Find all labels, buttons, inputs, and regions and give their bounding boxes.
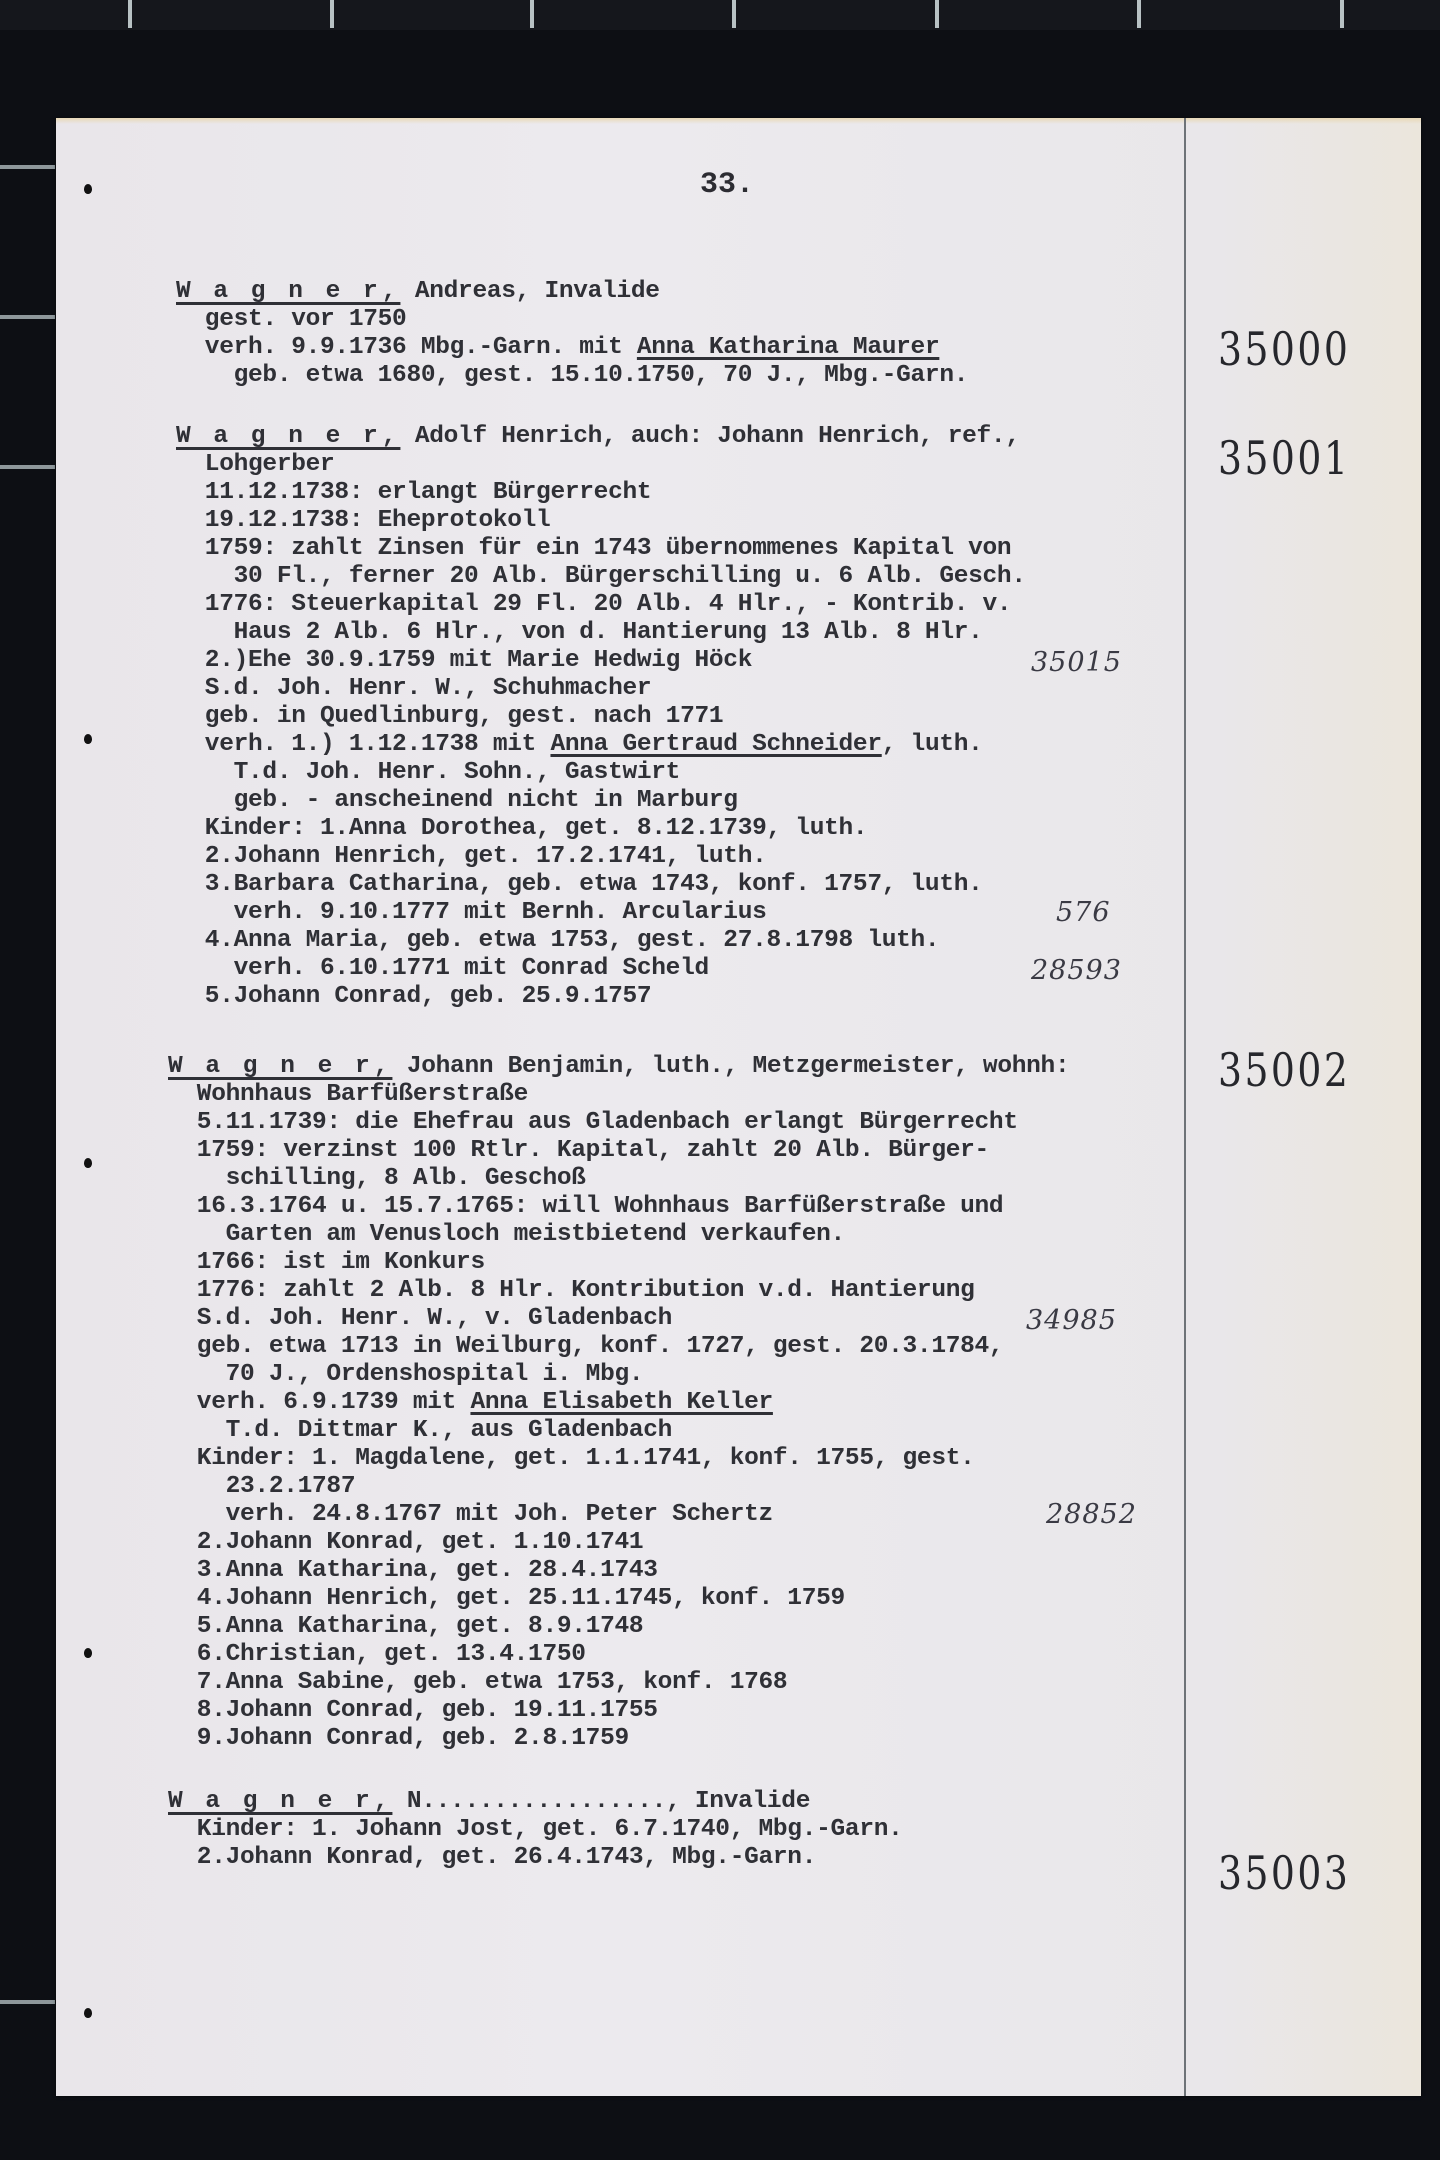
ruler-tick (330, 0, 334, 28)
entry-line: 2.)Ehe 30.9.1759 mit Marie Hedwig Höck (176, 647, 753, 674)
reference-number: 35000 (1218, 322, 1351, 376)
entry-line: geb. in Quedlinburg, gest. nach 1771 (176, 703, 724, 730)
entry-line: verh. 24.8.1767 mit Joh. Peter Schertz (168, 1501, 773, 1528)
entry-line: Lohgerber (176, 451, 335, 478)
punch-hole-icon (84, 734, 92, 744)
entry-line: 23.2.1787 (168, 1473, 356, 1500)
entry-line: 2.Johann Konrad, get. 1.10.1741 (168, 1529, 644, 1556)
page-number: 33. (700, 168, 755, 202)
entry-line: 7.Anna Sabine, geb. etwa 1753, konf. 1768 (168, 1669, 788, 1696)
entry-line: 9.Johann Conrad, geb. 2.8.1759 (168, 1725, 629, 1752)
ruler-tick (128, 0, 132, 28)
spouse-name: Anna Gertraud Schneider (550, 731, 882, 758)
handwritten-note: 28852 (1046, 1499, 1137, 1530)
reference-number: 35001 (1218, 431, 1351, 485)
entry-line: 1776: Steuerkapital 29 Fl. 20 Alb. 4 Hlr., - Kontrib. v. (176, 591, 1012, 618)
surname: W a g n e r, (176, 278, 401, 305)
surname: W a g n e r, (176, 423, 401, 450)
entry-line: Wohnhaus Barfüßerstraße (168, 1081, 529, 1108)
document-page (56, 118, 1421, 2096)
spouse-name: Anna Katharina Maurer (636, 334, 940, 361)
entry-heading: W a g n e r, Johann Benjamin, luth., Metzgermeister, wohnh: (168, 1053, 1070, 1080)
entry-line: Haus 2 Alb. 6 Hlr., von d. Hantierung 13 Alb. 8 Hlr. (176, 619, 983, 646)
entry-line: T.d. Joh. Henr. Sohn., Gastwirt (176, 759, 681, 786)
punch-hole-icon (84, 1158, 92, 1168)
ruler-tick (1340, 0, 1344, 28)
handwritten-note: 576 (1056, 897, 1111, 928)
entry-line: gest. vor 1750 (176, 306, 407, 333)
entry-line: 11.12.1738: erlangt Bürgerrecht (176, 479, 652, 506)
entry-line: 8.Johann Conrad, geb. 19.11.1755 (168, 1697, 658, 1724)
side-ruler-tick (0, 465, 55, 469)
entry-line: T.d. Dittmar K., aus Gladenbach (168, 1417, 673, 1444)
entry-line: verh. 1.) 1.12.1738 mit Anna Gertraud Schneider, luth. (176, 731, 983, 758)
entry-line: 1759: verzinst 100 Rtlr. Kapital, zahlt 20 Alb. Bürger- (168, 1137, 989, 1164)
entry-line: 4.Johann Henrich, get. 25.11.1745, konf. 1759 (168, 1585, 845, 1612)
paper-edge (56, 118, 1421, 124)
entry-line: 16.3.1764 u. 15.7.1765: will Wohnhaus Barfüßerstraße und (168, 1193, 1004, 1220)
entry-line: 5.Johann Conrad, geb. 25.9.1757 (176, 983, 652, 1010)
surname: W a g n e r, (168, 1053, 393, 1080)
entry-line: S.d. Joh. Henr. W., Schuhmacher (176, 675, 652, 702)
entry-line: geb. etwa 1680, gest. 15.10.1750, 70 J., Mbg.-Garn. (176, 362, 969, 389)
entry-line: 5.Anna Katharina, get. 8.9.1748 (168, 1613, 644, 1640)
punch-hole-icon (84, 1648, 92, 1658)
entry-heading: W a g n e r, N................., Invalide (168, 1788, 811, 1815)
entry-line: 6.Christian, get. 13.4.1750 (168, 1641, 586, 1668)
entry-line: geb. - anscheinend nicht in Marburg (176, 787, 738, 814)
entry-line: 2.Johann Konrad, get. 26.4.1743, Mbg.-Garn. (168, 1844, 817, 1871)
entry-line: 4.Anna Maria, geb. etwa 1753, gest. 27.8.1798 luth. (176, 927, 940, 954)
ruler-tick (935, 0, 939, 28)
reference-number: 35002 (1218, 1043, 1351, 1097)
entry-line: Kinder: 1. Johann Jost, get. 6.7.1740, Mbg.-Garn. (168, 1816, 903, 1843)
handwritten-note: 35015 (1031, 647, 1122, 678)
side-ruler-tick (0, 2000, 55, 2004)
entry-line: 19.12.1738: Eheprotokoll (176, 507, 551, 534)
entry-line: S.d. Joh. Henr. W., v. Gladenbach (168, 1305, 673, 1332)
entry-line: verh. 9.9.1736 Mbg.-Garn. mit Anna Katharina Maurer (176, 334, 940, 361)
entry-line: 3.Barbara Catharina, geb. etwa 1743, konf. 1757, luth. (176, 871, 983, 898)
entry-line: 3.Anna Katharina, get. 28.4.1743 (168, 1557, 658, 1584)
entry-line: Kinder: 1. Magdalene, get. 1.1.1741, konf. 1755, gest. (168, 1445, 975, 1472)
entry-line: Kinder: 1.Anna Dorothea, get. 8.12.1739, luth. (176, 815, 868, 842)
surname: W a g n e r, (168, 1788, 393, 1815)
side-ruler-tick (0, 165, 55, 169)
side-ruler-tick (0, 315, 55, 319)
spouse-name: Anna Elisabeth Keller (470, 1389, 773, 1416)
entry-line: verh. 6.9.1739 mit Anna Elisabeth Keller (168, 1389, 773, 1416)
entry-heading: W a g n e r, Adolf Henrich, auch: Johann Henrich, ref., (176, 423, 1020, 450)
entry-line: 1776: zahlt 2 Alb. 8 Hlr. Kontribution v.d. Hantierung (168, 1277, 975, 1304)
entry-line: verh. 9.10.1777 mit Bernh. Arcularius (176, 899, 767, 926)
entry-line: 2.Johann Henrich, get. 17.2.1741, luth. (176, 843, 767, 870)
handwritten-note: 28593 (1031, 955, 1122, 986)
margin-divider-line (1184, 118, 1186, 2096)
entry-line: 5.11.1739: die Ehefrau aus Gladenbach erlangt Bürgerrecht (168, 1109, 1018, 1136)
handwritten-note: 34985 (1026, 1305, 1117, 1336)
entry-line: 1759: zahlt Zinsen für ein 1743 übernommenes Kapital von (176, 535, 1012, 562)
punch-hole-icon (84, 2008, 92, 2018)
reference-number: 35003 (1218, 1846, 1351, 1900)
entry-line: 1766: ist im Konkurs (168, 1249, 485, 1276)
entry-line: 70 J., Ordenshospital i. Mbg. (168, 1361, 644, 1388)
ruler-tick (732, 0, 736, 28)
scanner-ruler-strip (0, 0, 1440, 30)
ruler-tick (530, 0, 534, 28)
entry-line: verh. 6.10.1771 mit Conrad Scheld (176, 955, 709, 982)
entry-line: geb. etwa 1713 in Weilburg, konf. 1727, gest. 20.3.1784, (168, 1333, 1004, 1360)
entry-heading: W a g n e r, Andreas, Invalide (176, 278, 660, 305)
ruler-tick (1137, 0, 1141, 28)
entry-line: Garten am Venusloch meistbietend verkaufen. (168, 1221, 845, 1248)
punch-hole-icon (84, 184, 92, 194)
entry-line: 30 Fl., ferner 20 Alb. Bürgerschilling u. 6 Alb. Gesch. (176, 563, 1026, 590)
entry-line: schilling, 8 Alb. Geschoß (168, 1165, 586, 1192)
